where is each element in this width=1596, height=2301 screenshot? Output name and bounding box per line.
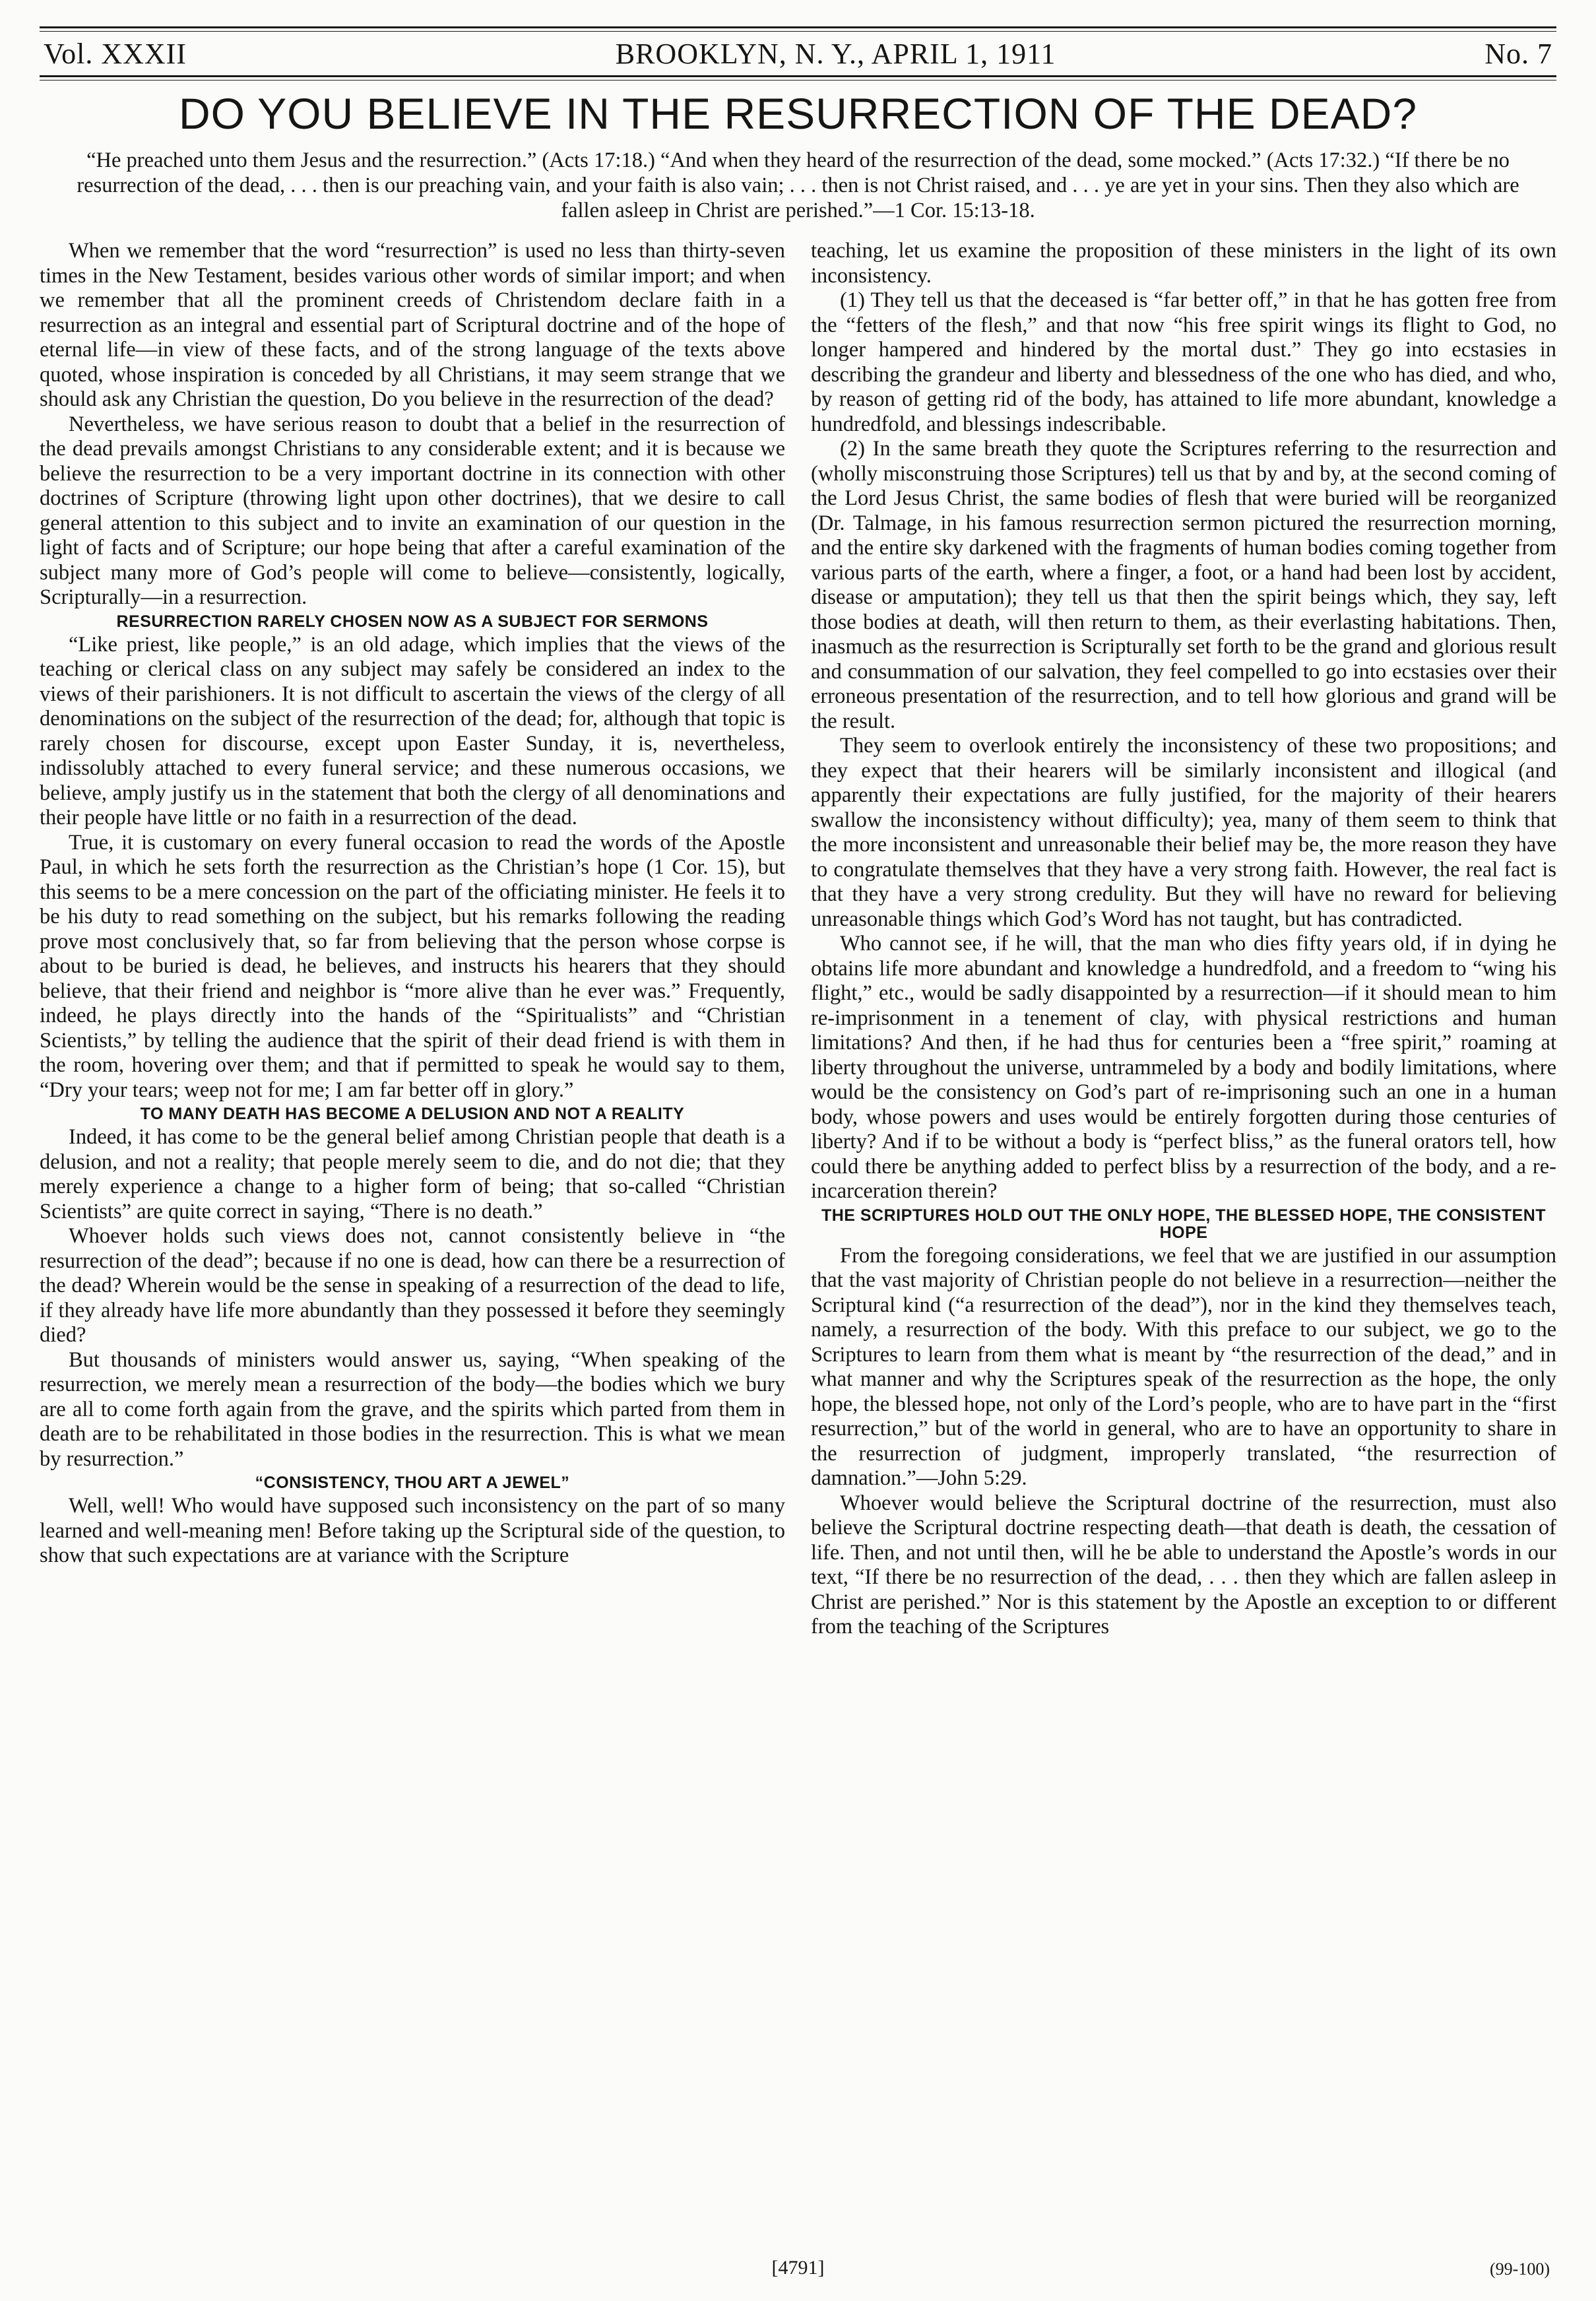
paragraph: Whoever holds such views does not, cannot consistently believe in “the resurrection of the dead”; because if no one is dead, how can there be a resurrection of the dead? Wherein would be the sense in speaking of a resurrection of the dead to life, if they already have life more abundantly than they possessed it before they seemingly died? (40, 1224, 785, 1347)
issue-number: No. 7 (1484, 37, 1552, 70)
masthead-rule (40, 75, 1556, 81)
section-heading: RESURRECTION RARELY CHOSEN NOW AS A SUBJECT FOR SERMONS (116, 612, 709, 631)
paragraph: Well, well! Who would have supposed such inconsistency on the part of so many learned and well-meaning men! Before taking up the Scriptural side of the question, to show that such expectations are at variance with the Scripture (40, 1494, 785, 1567)
paragraph: Indeed, it has come to be the general belief among Christian people that death is a delusion, and not a reality; that people merely seem to die, and do not die; that they merely experience a change to a higher form of being; that so-called “Christian Scientists” are quite correct in saying, “There is no death.” (40, 1125, 785, 1223)
paragraph: But thousands of ministers would answer us, saying, “When speaking of the resurrection, we merely mean a resurrection of the body—the bodies which we bury are all to come forth again from the grave, and the spirits which parted from them in death are to be rehabilitated in those bodies in the resurrection. This is what we mean by resurrection.” (40, 1347, 785, 1471)
article-title: DO YOU BELIEVE IN THE RESURRECTION OF THE DEAD? (178, 89, 1418, 138)
section-heading: THE SCRIPTURES HOLD OUT THE ONLY HOPE, THE BLESSED HOPE, THE CONSISTENT HOPE (821, 1206, 1547, 1242)
paragraph: When we remember that the word “resurrection” is used no less than thirty-seven times in the New Testament, besides various other words of similar import; and when we remember that all the prominent creeds of Christendom declare faith in a resurrection as an integral and essential part of Scriptural doctrine and of the hope of eternal life—in view of these facts, and of the strong language of the texts above quoted, whose inspiration is conceded by all Christians, it may seem strange that we should ask any Christian the question, Do you believe in the resurrection of the dead? (40, 239, 785, 411)
paragraph: teaching, let us examine the proposition of these ministers in the light of its own inconsistency. (811, 239, 1556, 288)
paragraph: Whoever would believe the Scriptural doctrine of the resurrection, must also believe the Scriptural doctrine respecting death—that death is death, the cessation of life. Then, and not until then, will he be able to understand the Apostle’s words in our text, “If there be no resurrection of the dead, . . . then they which are fallen asleep in Christ are perished.” Nor is this statement by the Apostle an exception to or different from the teaching of the Scriptures (811, 1491, 1556, 1638)
paragraph: They seem to overlook entirely the inconsistency of these two propositions; and they expect that their hearers will be similarly inconsistent and illogical (and apparently their expectations are fully justified, for the majority of their hearers swallow the inconsistency without difficulty); yea, many of them seem to think that the more inconsistent and unreasonable their belief may be, the more reason they have to congratulate themselves that they have a very strong faith. However, the real fact is that they have a very strong credulity. But they will have no reward for believing unreasonable things which God’s Word has not taught, but has contradicted. (811, 734, 1556, 931)
section-heading: “CONSISTENCY, THOU ART A JEWEL” (255, 1474, 570, 1492)
section-heading: TO MANY DEATH HAS BECOME A DELUSION AND NOT A REALITY (140, 1105, 685, 1123)
paragraph: True, it is customary on every funeral occasion to read the words of the Apostle Paul, in which he sets forth the resurrection as the Christian’s hope (1 Cor. 15), but this seems to be a mere concession on the part of the officiating minister. He feels it to be his duty to read something on the subject, but his remarks following the reading prove most conclusively that, so far from believing that the person whose corpse is about to be buried is dead, he believes, and instructs his hearers that they should believe, that their friend and neighbor is “more alive than he ever was.” Frequently, indeed, he plays directly into the hands of the “Spiritualists” and “Christian Scientists,” by telling the audience that the spirit of their dead friend is with them in the room, hovering over them; and that if permitted to speak he would say to them, “Dry your tears; weep not for me; I am far better off in glory.” (40, 830, 785, 1102)
newspaper-page (40, 26, 1556, 2283)
left-column (40, 239, 785, 1640)
paragraph: Who cannot see, if he will, that the man who dies fifty years old, if in dying he obtains life more abundant and knowledge a hundredfold, and a freedom to “wing his flight,” etc., would be sadly disappointed by a resurrection—if it should mean to him re-imprisonment in a tenement of clay, with physical restrictions and human limitations? And then, if he had thus for centuries been a “free spirit,” roaming at liberty throughout the universe, untrammeled by a body and bodily limitations, where would be the consistency on God’s part of re-imprisoning such an one in a human body, whose powers and uses would be entirely forgotten during those centuries of liberty? And if to be without a body is “perfect bliss,” as the funeral orators tell, how could there be anything added to perfect bliss by a resurrection of the body, and a re-incarceration therein? (811, 932, 1556, 1203)
place-date: BROOKLYN, N. Y., APRIL 1, 1911 (615, 37, 1056, 70)
paragraph: (2) In the same breath they quote the Scriptures referring to the resurrection and (wholly misconstruing those Scriptures) tell us that by and by, at the second coming of the Lord Jesus Christ, the same bodies of flesh that were buried will be reorganized (Dr. Talmage, in his famous resurrection sermon pictured the resurrection morning, and the entire sky darkened with the fragments of human bodies coming together from various parts of the earth, where a finger, a foot, or a hand had been lost by accident, disease or amputation); they tell us that then the spirit beings which, they say, left those bodies at death, will then return to them, as their everlasting habitations. Then, inasmuch as the resurrection is Scripturally set forth to be the grand and glorious result and consummation of our salvation, they feel compelled to go into ecstasies over their erroneous presentation of the resurrection, and to tell how glorious and grand will be the result. (811, 437, 1556, 733)
paragraph: (1) They tell us that the deceased is “far better off,” in that he has gotten free from the “fetters of the flesh,” and that now “his free spirit wings its flight to God, no longer hampered and hindered by the mortal dust.” They go into ecstasies in describing the grandeur and liberty and blessedness of the one who has died, and who, by reason of getting rid of the body, has attained to life more abundant, knowledge a hundredfold, and blessings indescribable. (811, 288, 1556, 436)
volume-label: Vol. XXXII (44, 37, 187, 70)
masthead (40, 32, 1556, 75)
epigraph: “He preached unto them Jesus and the resurrection.” (Acts 17:18.) “And when they heard of the resurrection of the dead, some mocked.” (Acts 17:32.) “If there be no resurrection of the dead, . . . then is our preaching vain, and your faith is also vain; . . . then is not Christ raised, and . . . ye are yet in your sins. Then they also which are fallen asleep in Christ are perished.”—1 Cor. 15:13-18. (77, 148, 1519, 222)
article-columns (40, 239, 1556, 1640)
paragraph: Nevertheless, we have serious reason to doubt that a belief in the resurrection of the dead prevails amongst Christians to any considerable extent; and it is because we believe the resurrection to be a very important doctrine in its connection with other doctrines of Scripture (throwing light upon other doctrines), that we desire to call general attention to this subject and to invite an examination of our question in the light of facts and of Scripture; our hope being that after a careful examination of the subject many more of God’s people will come to believe—consistently, logically, Scripturally—in a resurrection. (40, 412, 785, 609)
page-reference: (99-100) (1490, 2259, 1550, 2279)
page-footer (40, 2252, 1556, 2283)
paragraph: “Like priest, like people,” is an old adage, which implies that the views of the teaching or clerical class on any subject may safely be considered an index to the views of their parishioners. It is not difficult to ascertain the views of the clergy of all denominations on the subject of the resurrection of the dead; for, although that topic is rarely chosen for discourse, except upon Easter Sunday, it is, nevertheless, indissolubly attached to every funeral service; and these numerous occasions, we believe, amply justify us in the statement that both the clergy of all denominations and their people have little or no faith in a resurrection of the dead. (40, 632, 785, 829)
paragraph: From the foregoing considerations, we feel that we are justified in our assumption that the vast majority of Christian people do not believe in a resurrection—neither the Scriptural kind (“a resurrection of the dead”), nor in the kind they themselves teach, namely, a resurrection of the body. With this preface to our subject, we go to the Scriptures to learn from them what is meant by “the resurrection of the dead,” and in what manner and why the Scriptures speak of the resurrection as the hope, the only hope, the blessed hope, not only of the Lord’s people, who are to have part in the “first resurrection,” but of the world in general, who are to have an opportunity to share in the resurrection of judgment, improperly translated, “the resurrection of damnation.”—John 5:29. (811, 1243, 1556, 1490)
page-number: [4791] (771, 2257, 825, 2279)
top-rule (40, 26, 1556, 32)
right-column (811, 239, 1556, 1640)
